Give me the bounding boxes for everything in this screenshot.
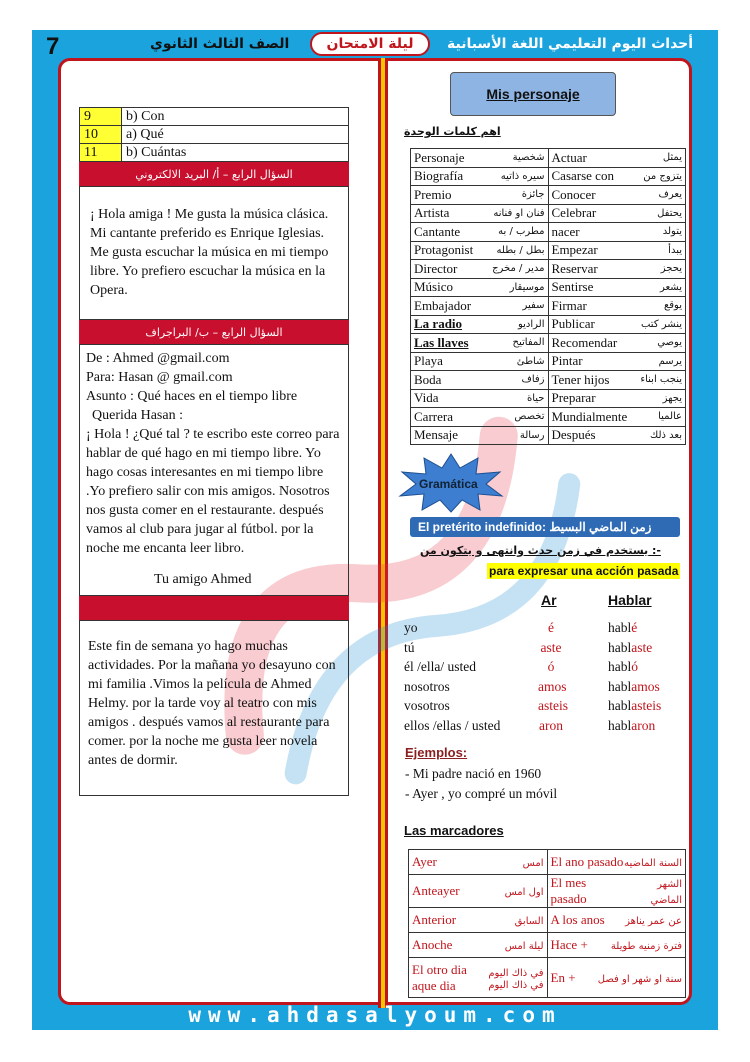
spanish-word: Premio — [414, 186, 452, 202]
spanish-word: Firmar — [551, 297, 587, 313]
spanish-word: Mensaje — [414, 427, 459, 443]
spanish-word: Boda — [414, 371, 442, 387]
arabic-meaning: بعد ذلك — [650, 429, 682, 441]
table-row — [411, 260, 686, 279]
pronoun: ellos /ellas / usted — [404, 717, 501, 733]
vocab-cell — [411, 204, 549, 223]
arabic-meaning: سيره ذاتيه — [500, 170, 545, 182]
vocab-cell — [548, 278, 686, 297]
vocab-cell — [411, 241, 549, 260]
brand-title: أحداث اليوم التعليمي — [548, 36, 694, 52]
verb-stem: habl — [608, 659, 632, 674]
marker-arabic: الشهر الماضي — [650, 879, 682, 906]
vocab-cell — [411, 371, 549, 390]
ending: aste — [540, 639, 562, 655]
table-row — [411, 167, 686, 186]
arabic-meaning: سفير — [522, 300, 545, 312]
vocab-cell — [548, 297, 686, 316]
spanish-word: Mundialmente — [551, 408, 628, 424]
spanish-word: Reservar — [551, 260, 598, 276]
spanish-word: Director — [414, 260, 458, 276]
marker-spanish: El ano pasado — [550, 854, 624, 869]
letter-subject: Asunto : Qué haces en el tiempo libre — [86, 389, 298, 404]
spanish-word: Embajador — [414, 297, 472, 313]
spanish-word: Celebrar — [551, 205, 597, 221]
spanish-word: Casarse con — [551, 168, 614, 184]
vocab-cell — [411, 223, 549, 242]
vocab-cell — [548, 389, 686, 408]
marker-cell — [547, 958, 686, 998]
arabic-meaning: ينشر كتب — [640, 318, 682, 330]
arabic-meaning: مدير / مخرج — [492, 263, 545, 275]
table-row — [409, 958, 686, 998]
ending: é — [548, 620, 554, 635]
marker-cell — [409, 958, 548, 998]
arabic-meaning: ينجب ابناء — [640, 374, 682, 386]
table-row — [411, 426, 686, 445]
paragraph-section-title: السؤال الرابع – ب/ البراجراف — [79, 320, 349, 344]
pronoun: yo — [404, 620, 418, 635]
markers-title: Las marcadores — [404, 823, 504, 838]
footer-url: www.ahdasalyoum.com — [188, 1003, 562, 1027]
arabic-meaning: جائزة — [521, 189, 545, 201]
conjugated-verb — [608, 679, 660, 695]
example-item: - Ayer , yo compré un móvil — [405, 786, 558, 801]
table-row — [409, 875, 686, 908]
weekend-paragraph: Este fin de semana yo hago muchas actividades. Por la mañana yo desayuno con mi familia .Vimos la película de Ahmed Helmy. por la tarde voy al teatro con mis amigos . después vamos al restaurante para comer. por la noche me gusta leer novela antes de dormir. — [88, 639, 336, 768]
letter-from: De : Ahmed @gmail.com — [86, 351, 230, 366]
arabic-meaning: يمثل — [662, 152, 682, 164]
answer-text: a) Qué — [122, 126, 349, 144]
spanish-word: La radio — [414, 316, 463, 332]
vocab-cell — [548, 186, 686, 205]
marker-spanish: Anterior — [412, 912, 457, 927]
vocab-cell — [548, 371, 686, 390]
vocab-cell — [411, 426, 549, 445]
usage-spanish: para expresar una acción pasada — [489, 564, 679, 578]
verb-ending: asteis — [631, 698, 662, 713]
page-number: 7 — [46, 33, 60, 60]
table-row — [411, 278, 686, 297]
language-label: اللغة الأسبانية — [447, 36, 544, 52]
table-row — [409, 850, 686, 875]
column-verb-header: Hablar — [608, 592, 652, 608]
spanish-word: Empezar — [551, 242, 598, 258]
vocab-cell — [411, 352, 549, 371]
marker-arabic: فترة زمنيه طويلة — [610, 941, 682, 952]
marker-spanish: Anoche — [412, 937, 453, 952]
marker-spanish: A los anos — [550, 912, 605, 927]
vocab-cell — [411, 334, 549, 353]
grade-label: الصف الثالث الثانوي — [150, 36, 290, 52]
verb-stem: habl — [608, 698, 632, 713]
vocab-label: اهم كلمات الوحدة — [404, 125, 501, 138]
marker-cell — [409, 850, 548, 875]
vocab-cell — [548, 223, 686, 242]
verb-ending: aron — [631, 717, 656, 733]
arabic-meaning: المفاتيح — [512, 337, 545, 349]
vocab-cell — [411, 278, 549, 297]
arabic-meaning: يشعر — [659, 281, 682, 293]
spanish-word: Artista — [414, 205, 450, 221]
arabic-meaning: عالميا — [658, 411, 682, 423]
vocab-cell — [548, 167, 686, 186]
arabic-meaning: مطرب / به — [498, 226, 545, 238]
verb-stem: habl — [608, 717, 632, 733]
ending: ó — [547, 659, 555, 674]
grammar-label: Gramática — [419, 477, 478, 491]
table-row — [411, 204, 686, 223]
ending: aron — [539, 717, 563, 733]
marker-spanish: Hace + — [550, 937, 588, 952]
vocab-cell — [548, 241, 686, 260]
verb-ending: ó — [631, 659, 638, 674]
table-row — [411, 408, 686, 427]
answers-table — [79, 107, 349, 162]
arabic-meaning: يعرف — [658, 189, 682, 201]
answer-number: 10 — [80, 126, 122, 144]
verb-stem: habl — [608, 620, 632, 635]
verb-ending: aste — [631, 639, 653, 655]
table-row — [409, 908, 686, 933]
marker-cell — [409, 933, 548, 958]
column-divider — [378, 58, 388, 1008]
marker-arabic: السنة الماضيه — [624, 858, 682, 869]
spanish-word: Cantante — [414, 223, 461, 239]
arabic-meaning: يجهز — [662, 392, 682, 404]
weekend-box — [79, 620, 349, 796]
example-item: - Mi padre nació en 1960 — [405, 766, 542, 781]
arabic-meaning: حياة — [527, 392, 545, 404]
pronoun: tú — [404, 639, 415, 655]
markers-table — [408, 849, 686, 998]
spanish-word: Las llaves — [414, 334, 469, 350]
conjugated-verb — [608, 698, 661, 714]
marker-spanish: El mes pasado — [550, 875, 587, 906]
verb-stem: habl — [608, 678, 632, 694]
blank-section-bar — [79, 596, 349, 620]
table-row — [411, 241, 686, 260]
marker-spanish: Anteayer — [412, 883, 460, 898]
verb-ending: amos — [631, 678, 660, 694]
table-row — [80, 144, 349, 162]
arabic-meaning: يحتفل — [657, 207, 682, 219]
spanish-word: Personaje — [414, 149, 465, 165]
vocab-cell — [548, 204, 686, 223]
spanish-word: Músico — [414, 279, 453, 295]
email-paragraph: ¡ Hola amiga ! Me gusta la música clásica. Mi cantante preferido es Enrique Iglesias. Me gusta escuchar la música en mi tiempo libre. Yo prefiero escuchar la música en la Opera. — [90, 207, 329, 298]
spanish-word: Tener hijos — [551, 371, 610, 387]
verb-ending: é — [631, 620, 638, 635]
arabic-meaning: رسالة — [519, 429, 545, 441]
marker-arabic: السابق — [514, 916, 544, 927]
table-row — [411, 315, 686, 334]
spanish-word: Recomendar — [551, 334, 618, 350]
exam-night-badge: ليلة الامتحان — [310, 32, 430, 56]
pronoun: nosotros — [404, 678, 450, 694]
spanish-word: Biografía — [414, 168, 464, 184]
marker-arabic: سنة او شهر او فصل — [597, 973, 682, 985]
conjugated-verb — [608, 640, 652, 656]
conjugated-verb — [608, 659, 638, 675]
vocab-cell — [411, 389, 549, 408]
vocab-cell — [548, 426, 686, 445]
vocab-cell — [548, 315, 686, 334]
arabic-meaning: تخصص — [514, 411, 545, 423]
marker-spanish: El otro dia — [412, 961, 467, 977]
arabic-meaning: الراديو — [517, 318, 545, 330]
marker-cell — [547, 908, 686, 933]
examples-title: Ejemplos: — [405, 745, 468, 760]
letter-greeting: Querida Hasan : — [92, 408, 183, 423]
arabic-meaning: يوقع — [663, 300, 682, 312]
arabic-meaning: شخصية — [512, 152, 545, 164]
email-section-title: السؤال الرابع – أ/ البريد الالكتروني — [79, 162, 349, 186]
spanish-word: Protagonist — [414, 242, 474, 258]
table-row — [411, 186, 686, 205]
arabic-meaning: يرسم — [658, 355, 682, 367]
vocab-cell — [411, 186, 549, 205]
email-box — [79, 186, 349, 320]
usage-arabic: يستخدم في زمن حدث وانتهى و يتكون من :- — [420, 544, 661, 557]
spanish-word: Actuar — [551, 149, 587, 165]
spanish-word: Sentirse — [551, 279, 594, 295]
spanish-word: nacer — [551, 223, 580, 239]
column-ar-header: Ar — [541, 592, 557, 608]
arabic-meaning: يوصي — [657, 337, 682, 349]
table-row — [411, 389, 686, 408]
table-row — [411, 352, 686, 371]
spanish-word: Preparar — [551, 390, 596, 406]
marker-cell — [547, 850, 686, 875]
table-row — [411, 371, 686, 390]
table-row — [411, 334, 686, 353]
marker-spanish: aque dia — [412, 977, 456, 993]
arabic-meaning: يبدأ — [668, 244, 682, 256]
marker-cell — [409, 908, 548, 933]
vocab-cell — [548, 149, 686, 168]
arabic-meaning: فنان او فنانه — [493, 207, 545, 219]
marker-cell — [547, 933, 686, 958]
arabic-meaning: شاطئ — [516, 355, 545, 367]
pronoun: él /ella/ usted — [404, 659, 476, 674]
answer-number: 9 — [80, 108, 122, 126]
letter-body: ¡ Hola ! ¿Qué tal ? te escribo este correo para hablar de qué hago en mi tiempo libre. Yo hago cosas interesantes en mi tiempo libre .Yo prefiero salir con mis amigos. Nosotros nos gusta comer en el restaurante. después vamos al club para jugar al fútbol. por la noche me encanta leer libro. — [86, 427, 340, 556]
spanish-word: Conocer — [551, 186, 596, 202]
answer-text: b) Con — [122, 108, 349, 126]
conjugated-verb — [608, 620, 637, 636]
table-row — [80, 108, 349, 126]
arabic-meaning: زفاف — [521, 374, 545, 386]
conjugated-verb — [608, 718, 655, 734]
marker-cell — [409, 875, 548, 908]
letter-to: Para: Hasan @ gmail.com — [86, 370, 233, 385]
spanish-word: Vida — [414, 390, 439, 406]
spanish-word: Después — [551, 427, 596, 443]
pronoun: vosotros — [404, 698, 450, 713]
marker-arabic: في ذاك اليوم — [488, 980, 544, 991]
vocab-cell — [411, 149, 549, 168]
tense-title: El pretérito indefinido: زمن الماضي البسيط — [410, 517, 680, 537]
vocab-cell — [548, 260, 686, 279]
arabic-meaning: يتزوج من — [643, 170, 682, 182]
vocab-cell — [548, 334, 686, 353]
ending: amos — [538, 678, 567, 694]
table-row — [409, 933, 686, 958]
vocab-cell — [548, 408, 686, 427]
vocab-cell — [411, 260, 549, 279]
table-row — [411, 223, 686, 242]
vocab-cell — [411, 315, 549, 334]
marker-spanish: En + — [550, 969, 576, 985]
table-row — [411, 149, 686, 168]
vocab-table — [410, 148, 686, 445]
arabic-meaning: يحجز — [660, 263, 682, 275]
marker-arabic: عن عمر يناهز — [625, 916, 682, 927]
marker-arabic: ليلة امس — [504, 941, 544, 952]
table-row — [411, 297, 686, 316]
arabic-meaning: موسيقار — [509, 281, 545, 293]
marker-arabic: في ذاك اليوم — [488, 968, 544, 979]
vocab-cell — [411, 408, 549, 427]
marker-spanish: Ayer — [412, 854, 437, 869]
ending: asteis — [538, 698, 568, 713]
marker-arabic: اول امس — [504, 887, 544, 898]
table-row — [80, 126, 349, 144]
vocab-cell — [548, 352, 686, 371]
marker-cell — [547, 875, 686, 908]
arabic-meaning: يتولد — [662, 226, 682, 238]
unit-title: Mis personaje — [450, 72, 616, 116]
spanish-word: Publicar — [551, 316, 595, 332]
letter-signature: Tu amigo Ahmed — [154, 572, 252, 587]
vocab-cell — [411, 297, 549, 316]
spanish-word: Playa — [414, 353, 443, 369]
vocab-cell — [411, 167, 549, 186]
arabic-meaning: بطل / بطله — [496, 244, 545, 256]
spanish-word: Carrera — [414, 408, 453, 424]
letter-box — [79, 344, 349, 596]
answer-number: 11 — [80, 144, 122, 162]
verb-stem: habl — [608, 639, 632, 655]
answer-text: b) Cuántas — [122, 144, 349, 162]
marker-arabic: امس — [522, 858, 544, 869]
spanish-word: Pintar — [551, 353, 583, 369]
